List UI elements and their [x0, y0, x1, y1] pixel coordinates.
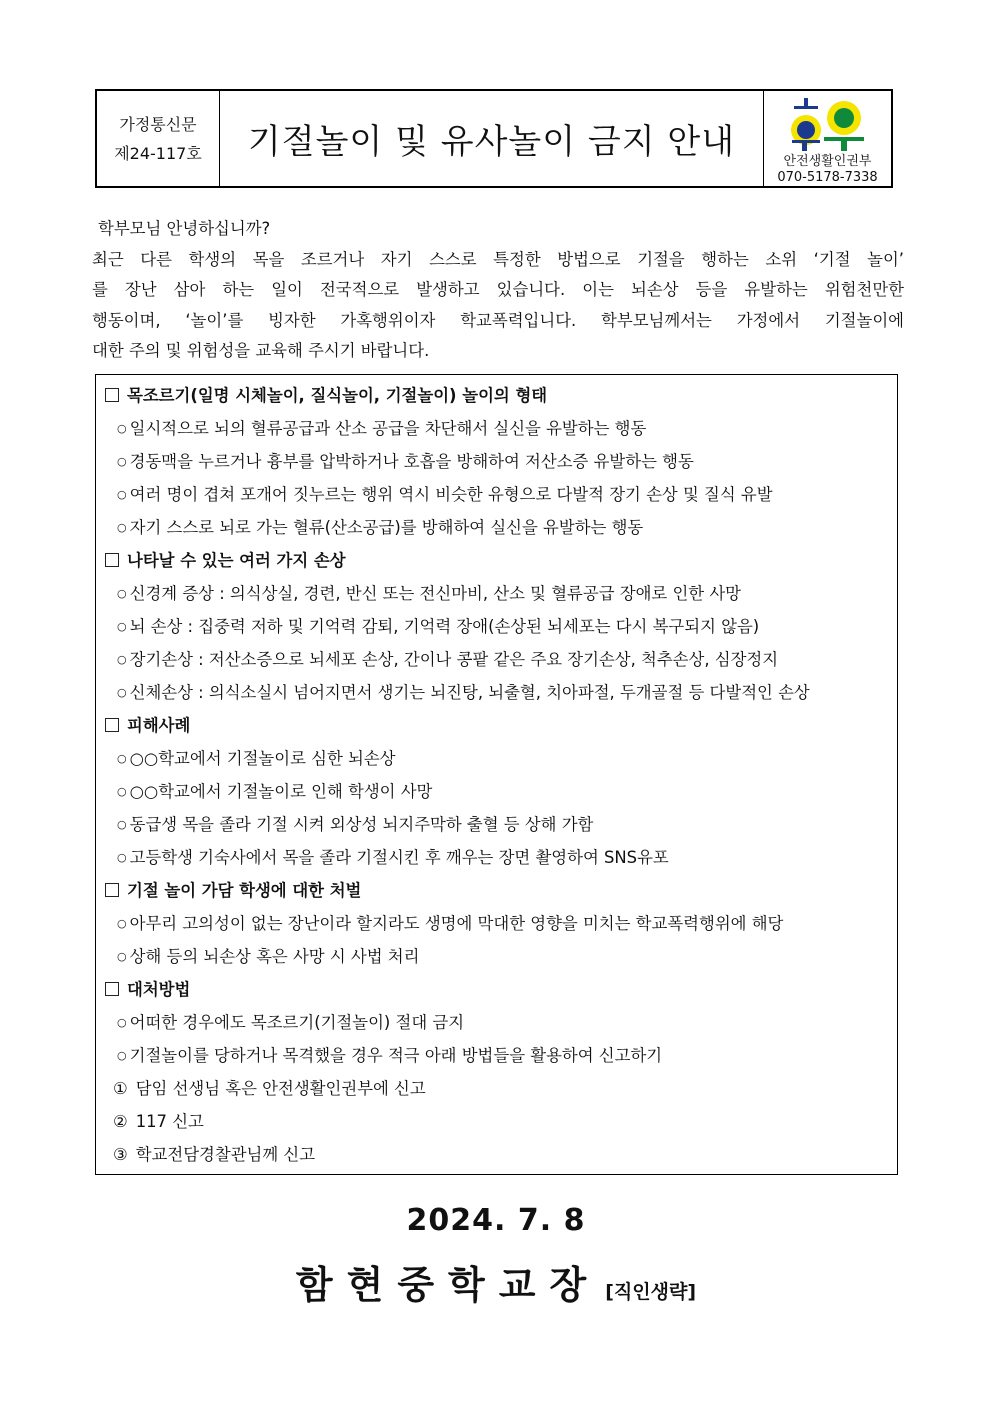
list-item: ○ 신경계 증상 : 의식상실, 경련, 반신 또는 전신마비, 산소 및 혈류공급 장애로 인한 사망 [117, 584, 741, 603]
signature-line [0, 1254, 992, 1309]
intro-line: 를 장난 삼아 하는 일이 전국적으로 발생하고 있습니다. 이는 뇌손상 등을 유발하는 위험천만한 [92, 280, 904, 299]
ring-bullet-icon: ○ [117, 851, 127, 864]
checkbox-square-icon [105, 718, 119, 732]
list-item: ○ ○○학교에서 기절놀이로 인해 학생이 사망 [117, 782, 433, 801]
checkbox-square-icon [105, 982, 119, 996]
department-contact [764, 154, 891, 186]
ring-bullet-icon: ○ [117, 752, 127, 765]
intro-text [92, 214, 904, 367]
ring-bullet-icon: ○ [117, 620, 127, 633]
ring-bullet-icon: ○ [117, 818, 127, 831]
list-item: ○ 동급생 목을 졸라 기절 시켜 외상성 뇌지주막하 출혈 등 상해 가함 [117, 815, 594, 834]
principal-title: 함현중학교장 [295, 1263, 601, 1307]
list-item: ○ 뇌 손상 : 집중력 저하 및 기억력 감퇴, 기억력 장애(손상된 뇌세포는 다시 복구되지 않음) [117, 617, 760, 636]
ring-bullet-icon: ○ [117, 488, 127, 501]
numbered-item: ① 담임 선생님 혹은 안전생활인권부에 신고 [113, 1073, 426, 1105]
checkbox-square-icon [105, 388, 119, 402]
header-table [95, 89, 893, 188]
numbered-item: ③ 학교전담경찰관님께 신고 [113, 1139, 315, 1171]
ring-bullet-icon: ○ [117, 1049, 127, 1062]
ring-bullet-icon: ○ [117, 917, 127, 930]
list-item: ○ 어떠한 경우에도 목조르기(기절놀이) 절대 금지 [117, 1013, 465, 1032]
intro-line: 최근 다른 학생의 목을 조르거나 자기 스스로 특정한 방법으로 기절을 행하는 소위 ‘기절 놀이’ [92, 249, 904, 269]
department-phone: 070-5178-7338 [777, 170, 878, 185]
ring-bullet-icon: ○ [117, 521, 127, 534]
section-heading: 기절 놀이 가담 학생에 대한 처벌 [105, 875, 361, 907]
intro-line: 대한 주의 및 위험성을 교육해 주시기 바랍니다. [92, 341, 430, 360]
list-item: ○ 여러 명이 겹쳐 포개어 짓누르는 행위 역시 비슷한 유형으로 다발적 장기 손상 및 질식 유발 [117, 485, 773, 504]
ring-bullet-icon: ○ [117, 686, 127, 699]
numbered-item: ② 117 신고 [113, 1106, 204, 1138]
department-name: 안전생활인권부 [783, 154, 872, 169]
list-item: ○ 고등학생 기숙사에서 목을 졸라 기절시킨 후 깨우는 장면 촬영하여 SNS유포 [117, 848, 669, 867]
list-item: ○ 경동맥을 누르거나 흉부를 압박하거나 호흡을 방해하여 저산소증 유발하는 행동 [117, 452, 694, 471]
document-title: 기절놀이 및 유사놀이 금지 안내 [220, 91, 764, 186]
list-item: ○ 상해 등의 뇌손상 혹은 사망 시 사법 처리 [117, 947, 420, 966]
issue-number: 제24-117호 [114, 143, 202, 163]
intro-line: 행동이며, ‘놀이’를 빙자한 가혹행위이자 학교폭력입니다. 학부모님께서는 가정에서 기절놀이에 [92, 310, 904, 330]
checkbox-square-icon [105, 883, 119, 897]
ring-bullet-icon: ○ [117, 1016, 127, 1029]
list-item: ○ 장기손상 : 저산소증으로 뇌세포 손상, 간이나 콩팥 같은 주요 장기손상, 척추손상, 심장정지 [117, 650, 779, 669]
issue-info [97, 91, 220, 186]
list-item: ○ 일시적으로 뇌의 혈류공급과 산소 공급을 차단해서 실신을 유발하는 행동 [117, 419, 647, 438]
section-heading: 목조르기(일명 시체놀이, 질식놀이, 기절놀이) 놀이의 형태 [105, 380, 547, 412]
issue-date: 2024. 7. 8 [406, 1203, 586, 1238]
list-item: ○ 기절놀이를 당하거나 목격했을 경우 적극 아래 방법들을 활용하여 신고하기 [117, 1046, 663, 1065]
checkbox-square-icon [105, 553, 119, 567]
ring-bullet-icon: ○ [117, 587, 127, 600]
department-logo-icon [790, 96, 866, 152]
section-heading: 대처방법 [105, 974, 190, 1006]
list-item: ○ ○○학교에서 기절놀이로 심한 뇌손상 [117, 749, 396, 768]
list-item: ○ 자기 스스로 뇌로 가는 혈류(산소공급)를 방해하여 실신을 유발하는 행동 [117, 518, 644, 537]
section-heading: 피해사례 [105, 710, 190, 742]
ring-bullet-icon: ○ [117, 950, 127, 963]
department-cell [764, 91, 891, 186]
ring-bullet-icon: ○ [117, 785, 127, 798]
circled-number: ③ [113, 1145, 128, 1164]
circled-number: ② [113, 1112, 128, 1131]
list-item: ○ 아무리 고의성이 없는 장난이라 할지라도 생명에 막대한 영향을 미치는 학교폭력행위에 해당 [117, 914, 784, 933]
ring-bullet-icon: ○ [117, 653, 127, 666]
greeting: 학부모님 안녕하십니까? [98, 219, 271, 238]
ring-bullet-icon: ○ [117, 422, 127, 435]
section-heading: 나타날 수 있는 여러 가지 손상 [105, 545, 346, 577]
seal-omitted-note: [직인생략] [605, 1281, 697, 1303]
content-box [95, 374, 898, 1175]
ring-bullet-icon: ○ [117, 455, 127, 468]
circled-number: ① [113, 1079, 128, 1098]
list-item: ○ 신체손상 : 의식소실시 넘어지면서 생기는 뇌진탕, 뇌출혈, 치아파절, 두개골절 등 다발적인 손상 [117, 683, 810, 702]
issue-type: 가정통신문 [119, 114, 197, 134]
